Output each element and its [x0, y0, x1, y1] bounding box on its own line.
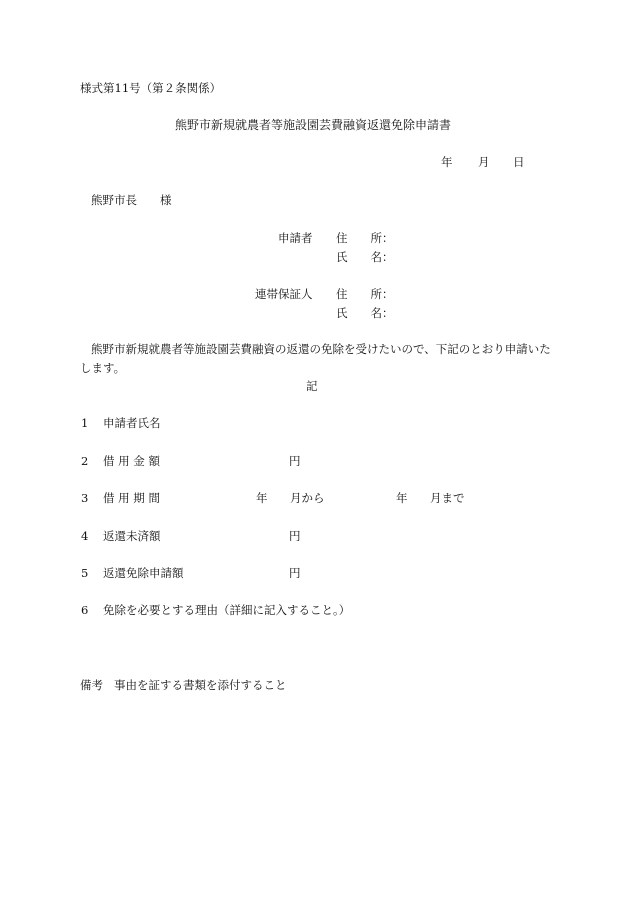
addressee-honorific: 様 [160, 193, 172, 207]
guarantor-name-label: 氏 名： [336, 306, 394, 320]
form-number: 様式第11号（第２条関係） [80, 81, 222, 95]
date-day: 日 [513, 155, 525, 169]
date-month: 月 [478, 155, 490, 169]
item-label: 申請者氏名 [103, 416, 161, 430]
period-to-month: 月まで [430, 491, 465, 505]
period-from-month: 月から [290, 491, 325, 505]
period-to-year: 年 [396, 491, 408, 505]
item-unit: 円 [289, 529, 301, 543]
remarks-label: 備考 [80, 678, 103, 692]
item-number: 2 [81, 454, 89, 468]
applicant-role: 申請者 [278, 231, 313, 245]
ki-heading: 記 [306, 379, 318, 393]
applicant-address-label: 住 所： [336, 231, 394, 245]
item-number: 4 [81, 529, 89, 543]
date-year: 年 [441, 155, 453, 169]
item-number: 6 [81, 603, 89, 617]
guarantor-address-label: 住 所： [336, 287, 394, 301]
item-label: 借 用 期 間 [103, 491, 160, 505]
guarantor-role: 連帯保証人 [255, 287, 313, 301]
document-title: 熊野市新規就農者等施設園芸費融資返還免除申請書 [175, 118, 452, 132]
applicant-name-label: 氏 名： [336, 250, 394, 264]
item-label: 免除を必要とする理由（詳細に記入すること。） [103, 603, 351, 617]
item-label: 返還未済額 [103, 529, 161, 543]
item-unit: 円 [289, 566, 301, 580]
period-from-year: 年 [256, 491, 268, 505]
item-label: 借 用 金 額 [103, 454, 160, 468]
item-number: 3 [81, 491, 89, 505]
request-paragraph: 熊野市新規就農者等施設園芸費融資の返還の免除を受けたいので、下記のとおり申請いたします。 [80, 342, 551, 375]
addressee-name: 熊野市長 [91, 193, 137, 207]
item-label: 返還免除申請額 [103, 566, 184, 580]
item-number: 1 [81, 416, 89, 430]
item-number: 5 [81, 566, 89, 580]
item-unit: 円 [289, 454, 301, 468]
remarks-text: 事由を証する書類を添付すること [114, 678, 287, 692]
